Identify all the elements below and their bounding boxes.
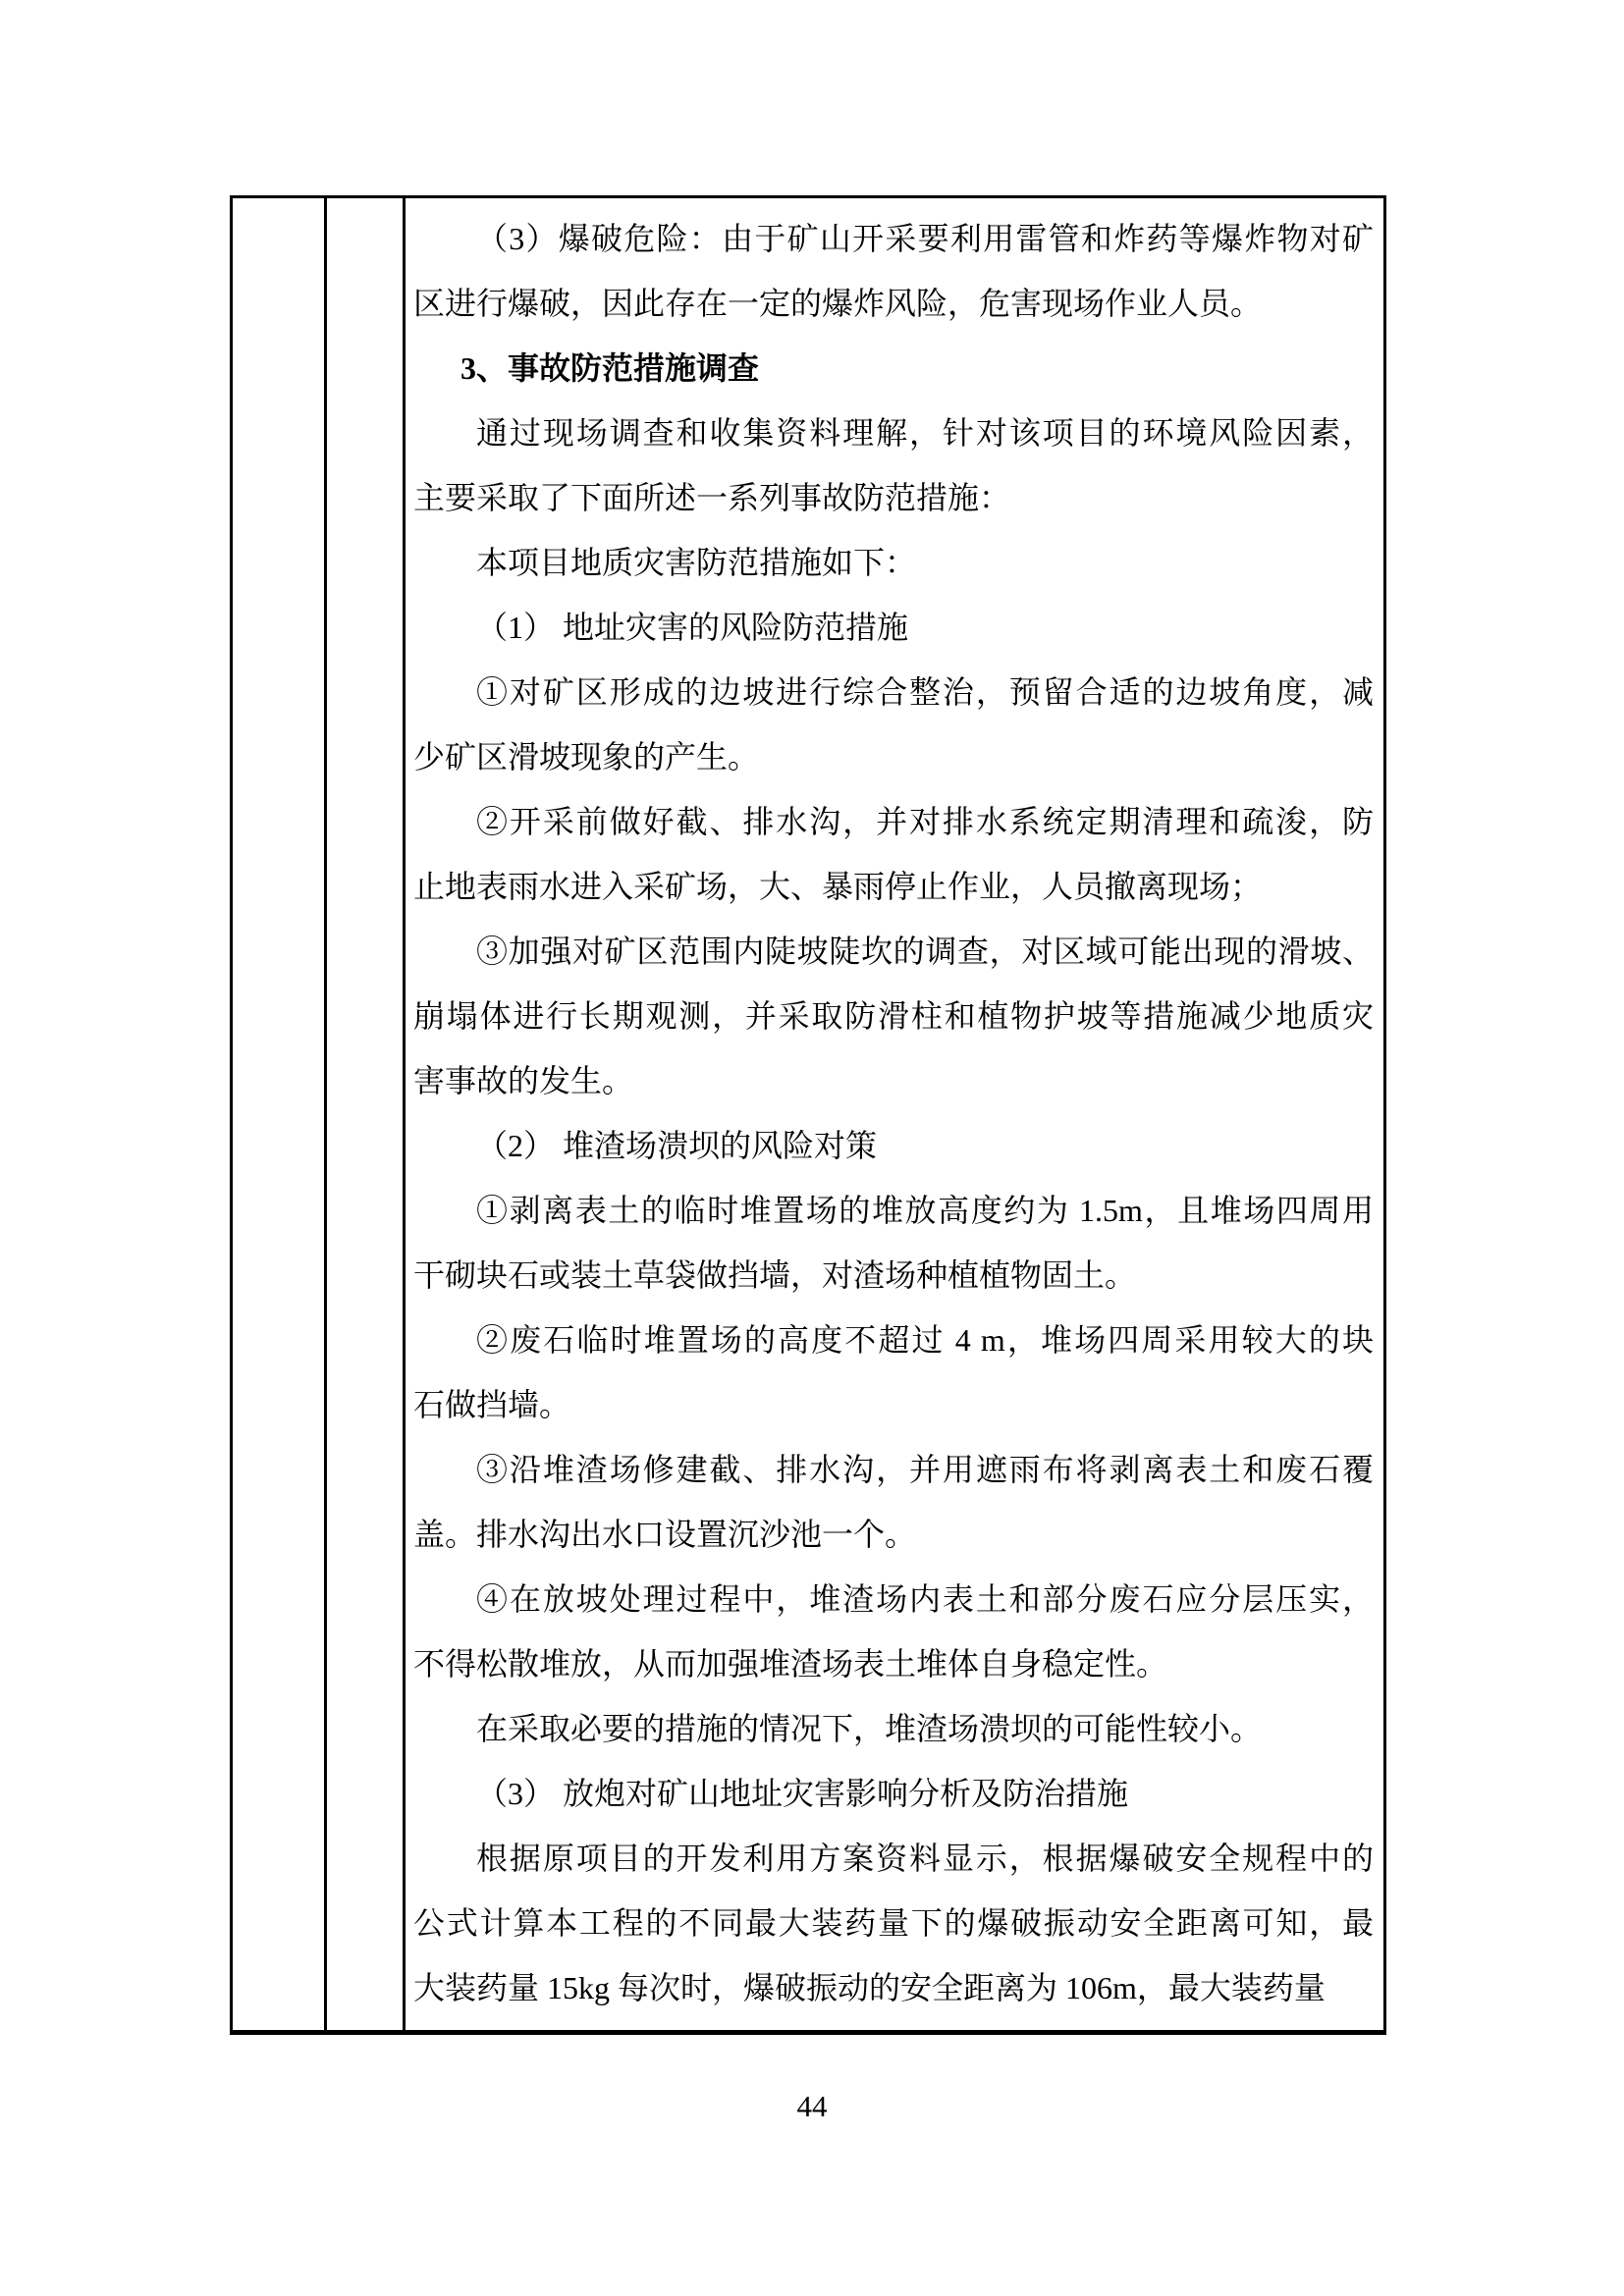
text-line: 主要采取了下面所述一系列事故防范措施： [413,480,1011,515]
text-line: 不得松散堆放，从而加强堆渣场表土堆体自身稳定性。 [413,1646,1168,1682]
paragraph [413,530,1374,595]
text-line: （3） 放炮对矿山地址灾害影响分析及防治措施 [476,1776,1129,1811]
text-line: ②废石临时堆置场的高度不超过 4 m，堆场四周采用较大的块 [476,1322,1374,1358]
text-line: 本项目地质灾害防范措施如下： [476,545,917,580]
text-line: 崩塌体进行长期观测，并采取防滑柱和植物护坡等措施减少地质灾 [413,998,1374,1034]
text-line: 通过现场调查和收集资料理解，针对该项目的环境风险因素， [476,415,1374,451]
paragraph [413,1437,1374,1567]
paragraph [413,206,1374,336]
text-line: 止地表雨水进入采矿场，大、暴雨停止作业，人员撤离现场； [413,869,1263,904]
text-line: 公式计算本工程的不同最大装药量下的爆破振动安全距离可知，最 [413,1905,1374,1941]
text-line: 少矿区滑坡现象的产生。 [413,739,760,774]
text-line: ③加强对矿区范围内陡坡陡坎的调查，对区域可能出现的滑坡、 [476,934,1374,969]
paragraph [413,1308,1374,1437]
text-line: ③沿堆渣场修建截、排水沟，并用遮雨布将剥离表土和废石覆 [476,1452,1374,1487]
text-line: （3）爆破危险：由于矿山开采要利用雷管和炸药等爆炸物对矿 [476,221,1374,256]
table-cell-empty-1 [233,198,324,2030]
paragraph [413,1826,1374,2020]
text-line: 害事故的发生。 [413,1063,634,1098]
text-line: 大装药量 15kg 每次时，爆破振动的安全距离为 106m，最大装药量 [413,1970,1326,2005]
paragraph [413,660,1374,789]
text-line: 盖。排水沟出水口设置沉沙池一个。 [413,1517,917,1552]
paragraph [413,400,1374,530]
text-line: 石做挡墙。 [413,1387,571,1422]
text-line: 根据原项目的开发利用方案资料显示，根据爆破安全规程中的 [476,1841,1374,1876]
table-cell-empty-2 [327,198,403,2030]
table-cell-content [406,198,1383,2030]
text-line: 在采取必要的措施的情况下，堆渣场溃坝的可能性较小。 [476,1711,1263,1746]
page-number: 44 [796,2089,828,2123]
paragraph [413,919,1374,1113]
text-line: 区进行爆破，因此存在一定的爆炸风险，危害现场作业人员。 [413,286,1263,321]
paragraph [413,336,1374,400]
text-line: ②开采前做好截、排水沟，并对排水系统定期清理和疏浚，防 [476,804,1374,839]
text-line: ①对矿区形成的边坡进行综合整治，预留合适的边坡角度，减 [476,674,1374,710]
paragraph [413,1113,1374,1178]
paragraph [413,1761,1374,1826]
text-line: ④在放坡处理过程中，堆渣场内表土和部分废石应分层压实， [476,1581,1374,1617]
text-line: （1） 地址灾害的风险防范措施 [476,610,909,645]
text-line: ①剥离表土的临时堆置场的堆放高度约为 1.5m，且堆场四周用 [476,1193,1374,1228]
paragraph [413,789,1374,919]
paragraph [413,1567,1374,1696]
text-line: （2） 堆渣场溃坝的风险对策 [476,1128,878,1163]
text-line: 干砌块石或装土草袋做挡墙，对渣场种植植物固土。 [413,1257,1137,1293]
table [230,195,1386,2035]
text-line: 3、事故防范措施调查 [460,350,760,386]
paragraph [413,595,1374,660]
paragraph [413,1696,1374,1761]
paragraph [413,1178,1374,1308]
